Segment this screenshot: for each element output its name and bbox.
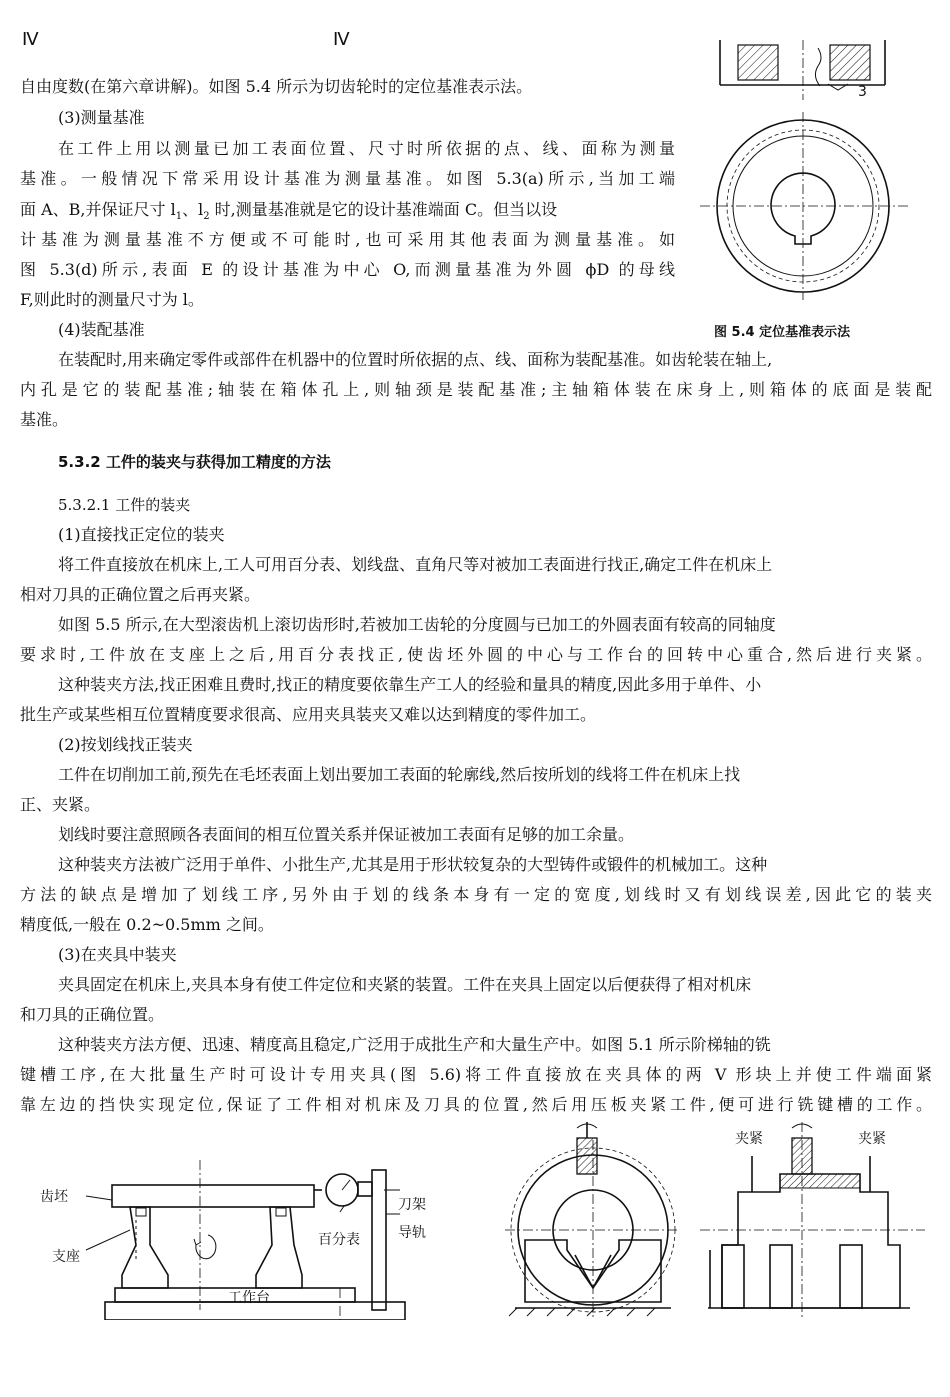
text-line: 和刀具的正确位置。 <box>20 1005 165 1024</box>
text-line: 键槽工序,在大批量生产时可设计专用夹具(图 5.6)将工件直接放在夹具体的两 V 形块上并使工件端面紧 <box>20 1065 932 1084</box>
text-line: 图 5.3(d)所示,表面 E 的设计基准为中心 O,而测量基准为外圆 ϕD 的母线 <box>20 260 675 279</box>
fig54-label-3: 3 <box>858 84 867 100</box>
fig56-label-clamp-right: 夹紧 <box>858 1131 886 1147</box>
text-line: 计基准为测量基准不方便或不可能时,也可采用其他表面为测量基准。如 <box>20 230 675 249</box>
fig55-label-blank: 齿坯 <box>40 1189 68 1205</box>
fig55-label-tool-holder: 刀架 <box>398 1197 426 1213</box>
text-line: 这种装夹方法,找正困难且费时,找正的精度要依靠生产工人的经验和量具的精度,因此多用于单件、小 <box>58 675 762 694</box>
text-line: 基准。一般情况下常采用设计基准为测量基准。如图 5.3(a)所示,当加工端 <box>20 169 675 188</box>
text-line: 正、夹紧。 <box>20 795 101 814</box>
text-line: 将工件直接放在机床上,工人可用百分表、划线盘、直角尺等对被加工表面进行找正,确定工件在机床上 <box>58 555 773 574</box>
subsection-5-3-2-1: 5.3.2.1 工件的装夹 <box>58 496 191 514</box>
text-line: 批生产或某些相互位置精度要求很高、应用夹具装夹又难以达到精度的零件加工。 <box>20 705 597 724</box>
text-line: 如图 5.5 所示,在大型滚齿机上滚切齿形时,若被加工齿轮的分度圆与已加工的外圆表面有较高的同轴度 <box>58 615 776 634</box>
subheading-assembly-datum: (4)装配基准 <box>58 320 145 339</box>
text-line: F,则此时的测量尺寸为 l。 <box>20 290 204 309</box>
section-heading-5-3-2: 5.3.2 工件的装夹与获得加工精度的方法 <box>58 453 331 471</box>
header-roman-mid: Ⅳ <box>333 29 350 50</box>
text-line: 工件在切削加工前,预先在毛坯表面上划出要加工表面的轮廓线,然后按所划的线将工件在机床上找 <box>58 765 741 784</box>
figure-5-4-diagram <box>700 40 920 310</box>
text-line: 夹具固定在机床上,夹具本身有使工件定位和夹紧的装置。工件在夹具上固定以后便获得了相对机床 <box>58 975 752 994</box>
fig56-label-clamp-left: 夹紧 <box>735 1131 763 1147</box>
text-line: 方法的缺点是增加了划线工序,另外由于划的线条本身有一定的宽度,划线时又有划线误差,因此它的装夹 <box>20 885 932 904</box>
text-line: 划线时要注意照顾各表面间的相互位置关系并保证被加工表面有足够的加工余量。 <box>58 825 635 844</box>
fig55-label-support: 支座 <box>52 1249 80 1265</box>
figure-5-6-side-diagram <box>700 1120 930 1330</box>
text-line: 要求时,工件放在支座上之后,用百分表找正,使齿坯外圆的中心与工作台的回转中心重合,然后进行夹紧。 <box>20 645 932 664</box>
header-roman-left: Ⅳ <box>22 29 39 50</box>
fig55-label-dial-gauge: 百分表 <box>318 1232 360 1248</box>
subheading-measure-datum: (3)测量基准 <box>58 108 145 127</box>
text-line: 在装配时,用来确定零件或部件在机器中的位置时所依据的点、线、面称为装配基准。如齿轮装在轴上, <box>58 350 773 369</box>
figure-5-6-section-diagram <box>505 1120 680 1330</box>
text-line: 靠左边的挡快实现定位,保证了工件相对机床及刀具的位置,然后用压板夹紧工件,便可进行铣键槽的工作。 <box>20 1095 932 1114</box>
subheading-direct-align: (1)直接找正定位的装夹 <box>58 525 225 544</box>
text-line: 内孔是它的装配基准;轴装在箱体孔上,则轴颈是装配基准;主轴箱体装在床身上,则箱体的底面是装配 <box>20 380 932 399</box>
text-line: 基准。 <box>20 410 69 429</box>
text-line-with-subscripts: 面 A、B,并保证尺寸 $l_1$、$l_2$ 时,测量基准就是它的设计基准端面 C。但当以设 <box>20 200 558 223</box>
text-line: 在工件上用以测量已加工表面位置、尺寸时所依据的点、线、面称为测量 <box>58 139 675 158</box>
subheading-scribe-align: (2)按划线找正装夹 <box>58 735 193 754</box>
fig55-label-guide: 导轨 <box>398 1225 426 1241</box>
text-line: 相对刀具的正确位置之后再夹紧。 <box>20 585 261 604</box>
fig55-label-table: 工作台 <box>228 1290 270 1306</box>
figure-5-4-caption: 图 5.4 定位基准表示法 <box>714 325 851 340</box>
text-line: 精度低,一般在 0.2~0.5mm 之间。 <box>20 915 274 934</box>
text-line: 这种装夹方法被广泛用于单件、小批生产,尤其是用于形状较复杂的大型铸件或锻件的机械加工。这种 <box>58 855 768 874</box>
subheading-fixture: (3)在夹具中装夹 <box>58 945 177 964</box>
text-line: 自由度数(在第六章讲解)。如图 5.4 所示为切齿轮时的定位基准表示法。 <box>20 77 533 96</box>
text-line: 这种装夹方法方便、迅速、精度高且稳定,广泛用于成批生产和大量生产中。如图 5.1 所示阶梯轴的铣 <box>58 1035 771 1054</box>
